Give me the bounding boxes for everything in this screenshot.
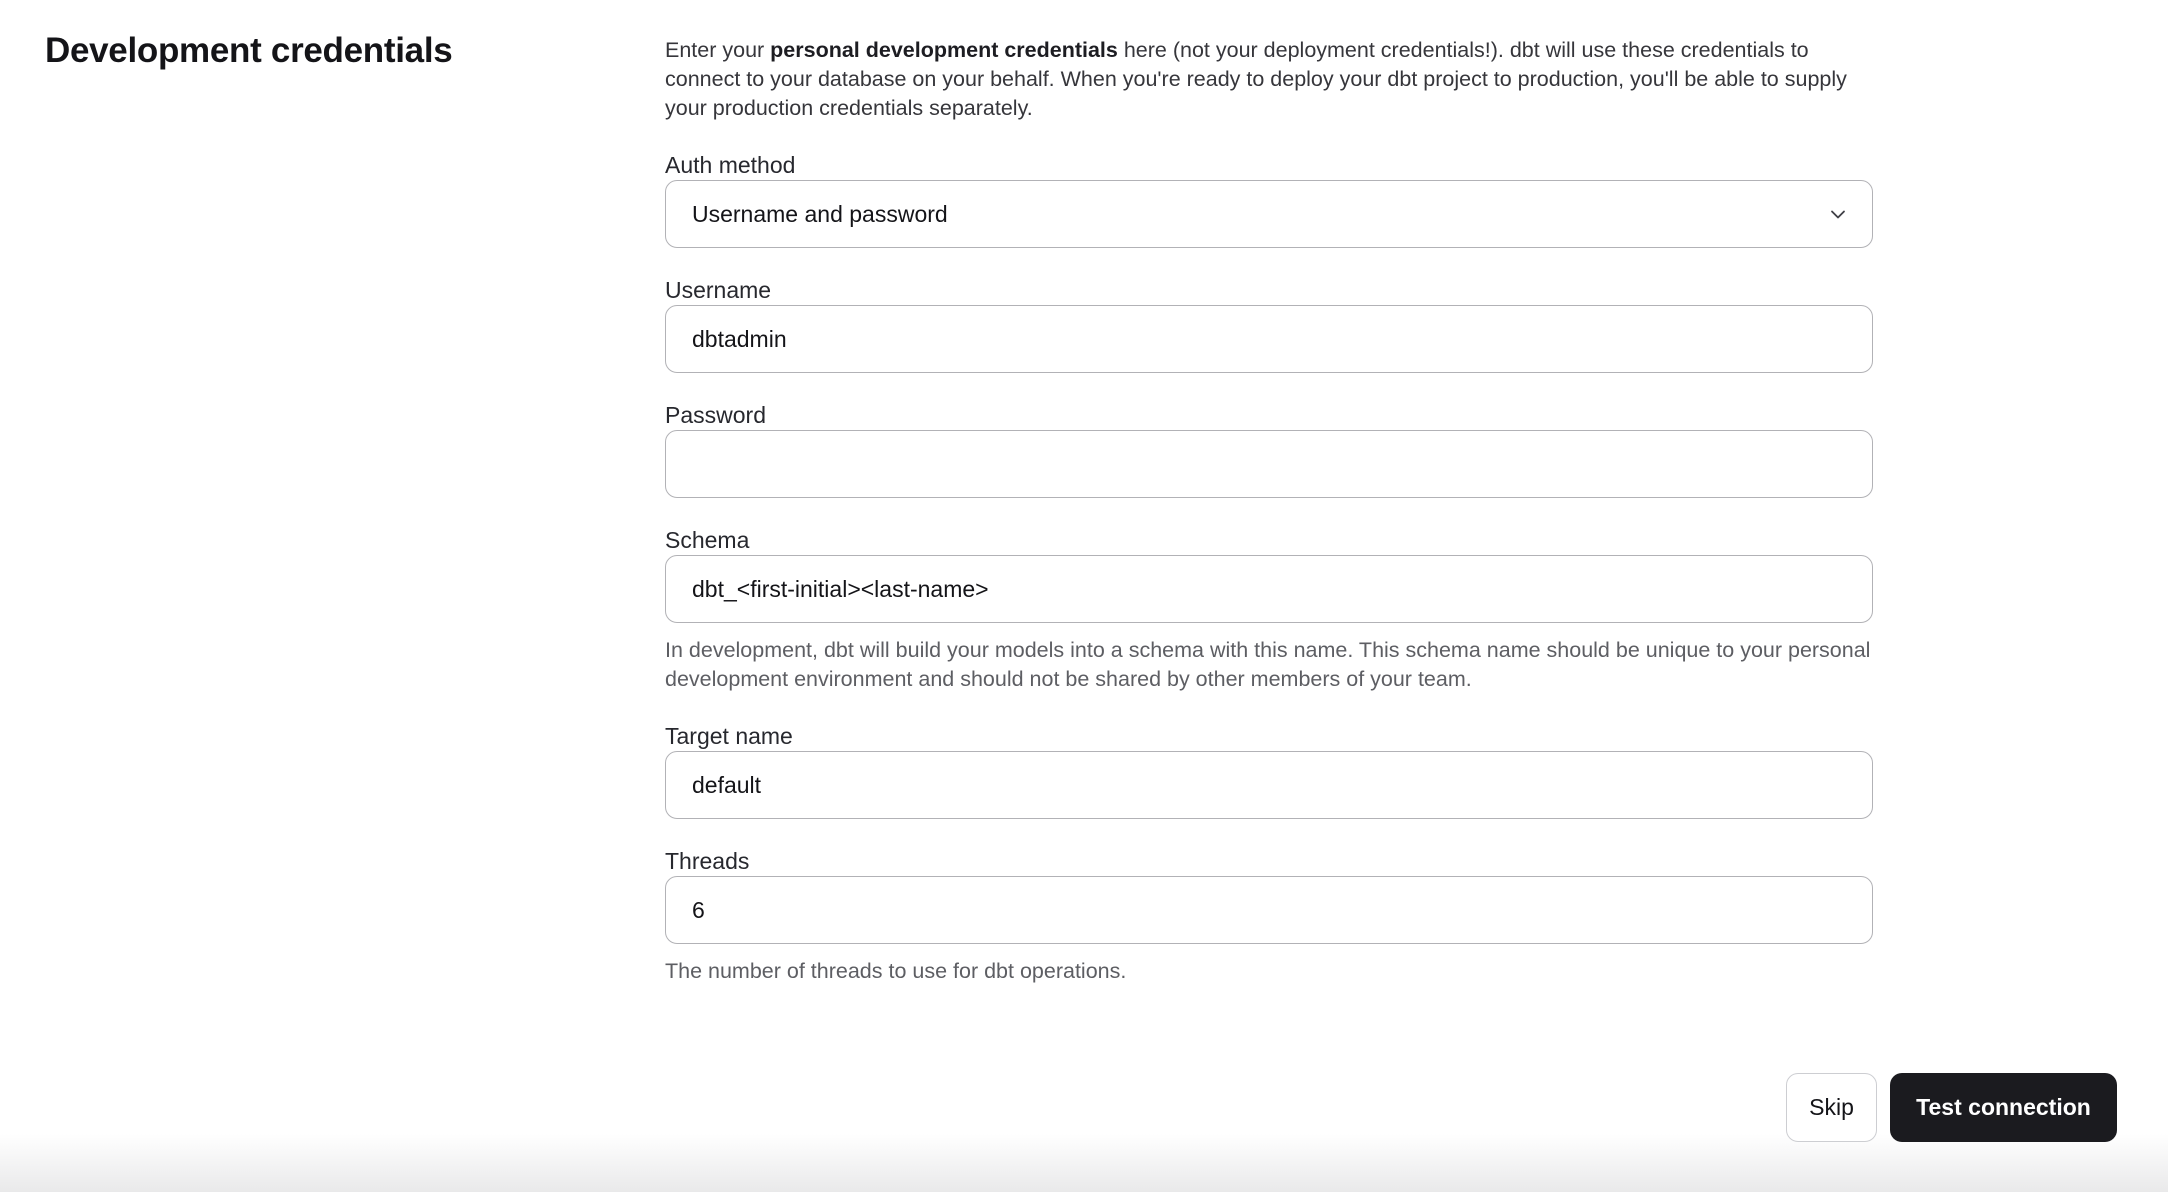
password-group <box>665 401 1873 498</box>
intro-text-bold: personal development credentials <box>770 38 1118 62</box>
threads-input[interactable] <box>665 876 1873 944</box>
skip-button[interactable]: Skip <box>1786 1073 1877 1142</box>
schema-label: Schema <box>665 527 750 553</box>
threads-group <box>665 847 1873 986</box>
credentials-form <box>665 36 1873 1014</box>
username-group <box>665 276 1873 373</box>
auth-method-select[interactable] <box>665 180 1873 248</box>
auth-method-group <box>665 151 1873 248</box>
page-title: Development credentials <box>45 31 453 70</box>
target-name-label: Target name <box>665 723 793 749</box>
intro-text-before: Enter your <box>665 38 771 62</box>
test-connection-button[interactable]: Test connection <box>1890 1073 2117 1142</box>
target-name-group <box>665 722 1873 819</box>
threads-helper-text: The number of threads to use for dbt operations. <box>665 959 1127 983</box>
threads-label: Threads <box>665 848 750 874</box>
password-label: Password <box>665 402 766 428</box>
target-name-input[interactable] <box>665 751 1873 819</box>
chevron-down-icon <box>1826 202 1850 226</box>
auth-method-selected-value: Username and password <box>692 200 948 227</box>
intro-text <box>665 36 1873 123</box>
password-input[interactable] <box>665 430 1873 498</box>
schema-group <box>665 526 1873 694</box>
schema-helper-text: In development, dbt will build your models into a schema with this name. This schema name should be unique to your personal development environment and should not be shared by other members of your team. <box>665 638 1871 691</box>
schema-input[interactable] <box>665 555 1873 623</box>
username-input[interactable] <box>665 305 1873 373</box>
username-label: Username <box>665 277 772 303</box>
auth-method-label: Auth method <box>665 152 796 178</box>
intro-text-after: here (not your deployment credentials!). dbt will use these credentials to connect to your database on your behalf. When you're ready to deploy your dbt project to production, you'll be able to supply your production credentials separately. <box>665 38 1847 120</box>
footer-gradient <box>0 1134 2168 1192</box>
